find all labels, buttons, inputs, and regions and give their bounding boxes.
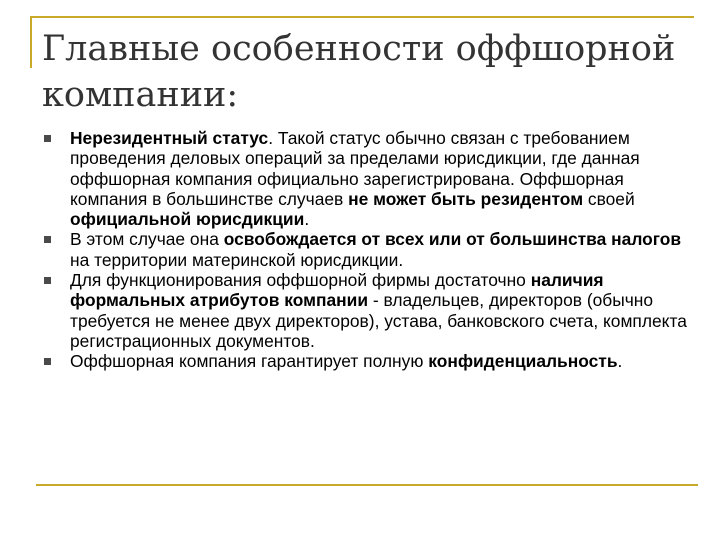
square-bullet-icon [44,135,51,142]
bullet-text: Оффшорная компания гарантирует полную [70,351,429,372]
bullet-list [44,128,692,372]
bullet-bold-text: наличия формальных атрибутов компании [70,270,604,311]
bullet-bold-text: официальной юрисдикции [70,209,305,230]
title-top-rule [30,16,694,18]
footer-rule [36,484,698,486]
bullet-text: В этом случае она [70,229,224,250]
bullet-text: - владельцев, директоров (обычно требуется не менее двух директоров), устава, банковского счета, комплекта регистрационных документов. [70,290,687,351]
square-bullet-icon [44,236,51,243]
square-bullet-icon [44,277,51,284]
bullet-text: своей [583,188,635,209]
bullet-item-formal-attributes [44,270,692,351]
square-bullet-icon [44,358,51,365]
bullet-bold-text: конфиденциальность [428,351,618,372]
bullet-text: . [304,209,310,230]
bullet-text: . [617,351,623,372]
bullet-item-tax-exemption [44,229,692,270]
bullet-item-nonresident [44,128,692,229]
bullet-text: . Такой статус обычно связан с требованием проведения деловых операций за пределами юрисдикции, где данная оффшорная компания официально зарегистрирована. Оффшорная компания в большинстве случаев [70,128,640,209]
slide-title: Главные особенности оффшорной компании: [42,29,676,115]
bullet-bold-text: освобождается от всех или от большинства налогов [223,229,682,250]
title-left-rule [30,16,32,68]
bullet-bold-text: Нерезидентный статус [70,128,269,148]
bullet-text: на территории материнской юрисдикции. [70,249,404,270]
bullet-item-confidentiality [44,351,692,371]
bullet-text: Для функционирования оффшорной фирмы достаточно [70,270,531,291]
bullet-bold-text: не может быть резидентом [348,188,584,209]
